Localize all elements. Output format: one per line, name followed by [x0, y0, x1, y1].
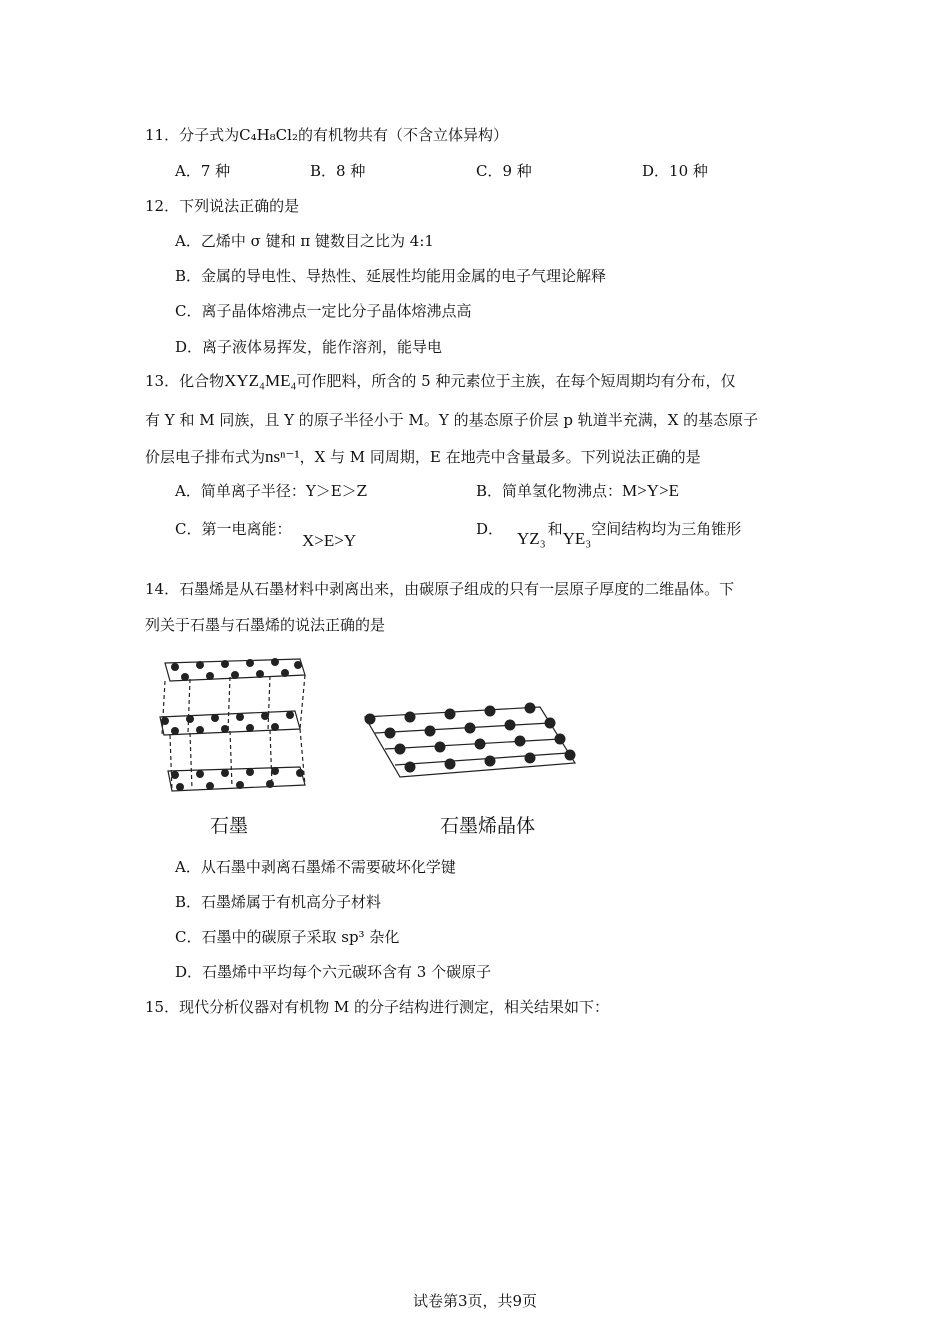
q14-option-b: B．石墨烯属于有机高分子材料	[175, 893, 382, 911]
q13-option-c-math: X>E>Y	[302, 531, 357, 550]
q12-option-c: C．离子晶体熔沸点一定比分子晶体熔沸点高	[175, 302, 472, 320]
graphite-graphene-figure	[150, 645, 590, 845]
page-footer: 试卷第3页，共9页	[412, 1292, 538, 1310]
q13-stem-line2: 有 Y 和 M 同族，且 Y 的原子半径小于 M。Y 的基态原子价层 p 轨道半充满，X 的基态原子	[145, 411, 759, 429]
q14-option-a: A．从石墨中剥离石墨烯不需要破坏化学键	[175, 858, 456, 876]
q13-formula: XYZ₄ME₄	[224, 371, 297, 390]
q13-stem-line3: 价层电子排布式为nsⁿ⁻¹，X 与 M 同周期，E 在地壳中含量最多。下列说法正确的是	[145, 447, 701, 466]
q11-option-b: B．8 种	[310, 162, 366, 180]
graphite-label: 石墨	[210, 815, 249, 837]
q14-stem-line1: 14．石墨烯是从石墨材料中剥离出来，由碳原子组成的只有一层原子厚度的二维晶体。下	[145, 580, 735, 598]
q12-option-d: D．离子液体易挥发，能作溶剂，能导电	[175, 338, 443, 356]
q15-stem: 15．现代分析仪器对有机物 M 的分子结构进行测定，相关结果如下：	[145, 998, 609, 1016]
q13-option-a: A．简单离子半径：Y＞E＞Z	[175, 482, 368, 500]
q13-option-d: D． YZ₃ 和YE₃空间结构均为三角锥形	[476, 520, 742, 548]
q12-option-a: A．乙烯中 σ 键和 π 键数目之比为 4:1	[175, 232, 434, 250]
q12-stem: 12．下列说法正确的是	[145, 197, 300, 215]
q14-option-c: C．石墨中的碳原子采取 sp³ 杂化	[175, 928, 400, 946]
q13-option-c-label: C．第一电离能：	[175, 520, 292, 538]
q11-stem: 11．分子式为C₄H₈Cl₂的有机物共有（不含立体异构）	[145, 126, 508, 144]
q12-option-b: B．金属的导电性、导热性、延展性均能用金属的电子气理论解释	[175, 267, 607, 285]
graphene-label: 石墨烯晶体	[440, 815, 536, 837]
q11-formula: C₄H₈Cl₂	[239, 126, 298, 144]
graphite-graphene-illustration	[150, 645, 590, 815]
q14-stem-line2: 列关于石墨与石墨烯的说法正确的是	[145, 616, 386, 634]
q13-option-b: B．简单氢化物沸点：M>Y>E	[476, 481, 679, 500]
q11-option-d: D．10 种	[642, 162, 708, 180]
q14-option-d: D．石墨烯中平均每个六元碳环含有 3 个碳原子	[175, 963, 492, 981]
q11-option-a: A．7 种	[175, 162, 231, 180]
q13-stem-line1: 13．化合物XYZ₄ME₄可作肥料，所含的 5 种元素位于主族，在每个短周期均有分布，仅	[145, 371, 736, 390]
q11-option-c: C．9 种	[476, 162, 532, 180]
q13-electron-config: nsⁿ⁻¹	[265, 447, 300, 466]
